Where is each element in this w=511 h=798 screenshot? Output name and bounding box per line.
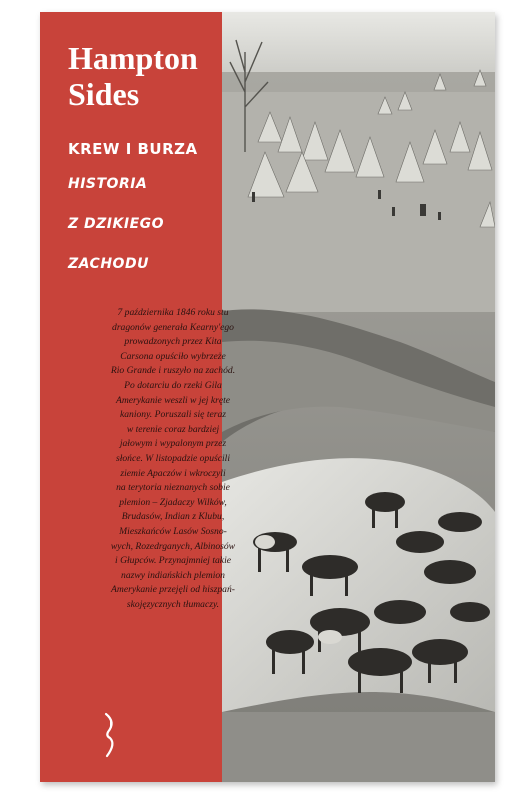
cover-blurb [88,306,258,612]
author-last-name: Sides [68,76,140,112]
blurb-line: w terenie coraz bardziej [126,423,220,435]
blurb-line: na terytoria nieznanych sobie [116,482,230,494]
author-name [68,40,198,112]
blurb-line: skojęzycznych tłumaczy. [126,598,220,610]
blurb-line: Brudasów, Indian z Klubu, [121,511,225,523]
subtitle-line: HISTORIA [68,176,148,192]
book-subtitle [68,176,164,296]
blurb-line: 7 października 1846 roku stu [117,307,229,318]
blurb-line: Rio Grande i ruszyło na zachód. [110,365,236,377]
blurb-line: jałowym i wypalonym przez [119,438,227,450]
blurb-line: plemion – Zjadaczy Wilków, [119,496,227,508]
author-first-name: Hampton [68,40,198,76]
blurb-line: Carsona opuściło wybrzeże [120,350,226,362]
blurb-line: ziemie Apaczów i wkroczyli [120,467,226,479]
book-cover [40,12,495,782]
blurb-line: i Głupców. Przynajmniej takie [115,555,231,567]
publisher-logo-icon [104,712,118,758]
blurb-line: Amerykanie weszli w jej kręte [115,394,231,406]
blurb-line: Amerykanie przejęli od hiszpań- [111,584,235,596]
subtitle-line: Z DZIKIEGO [68,216,165,232]
blurb-line: Mieszkańców Lasów Sosno- [119,525,227,537]
blurb-line: kaniony. Poruszali się teraz [119,409,227,421]
blurb-line: wych, Rozedrganych, Albinosów [110,540,236,552]
blurb-line: dragonów generała Kearny'ego [112,321,234,333]
blurb-line: Po dotarciu do rzeki Gila [124,379,222,391]
blurb-line: prowadzonych przez Kita [124,336,222,348]
blurb-line: słońce. W listopadzie opuścili [115,452,231,464]
subtitle-line: ZACHODU [68,256,149,272]
blurb-line: nazwy indiańskich plemion [121,569,225,581]
book-title: KREW I BURZA [68,140,198,158]
